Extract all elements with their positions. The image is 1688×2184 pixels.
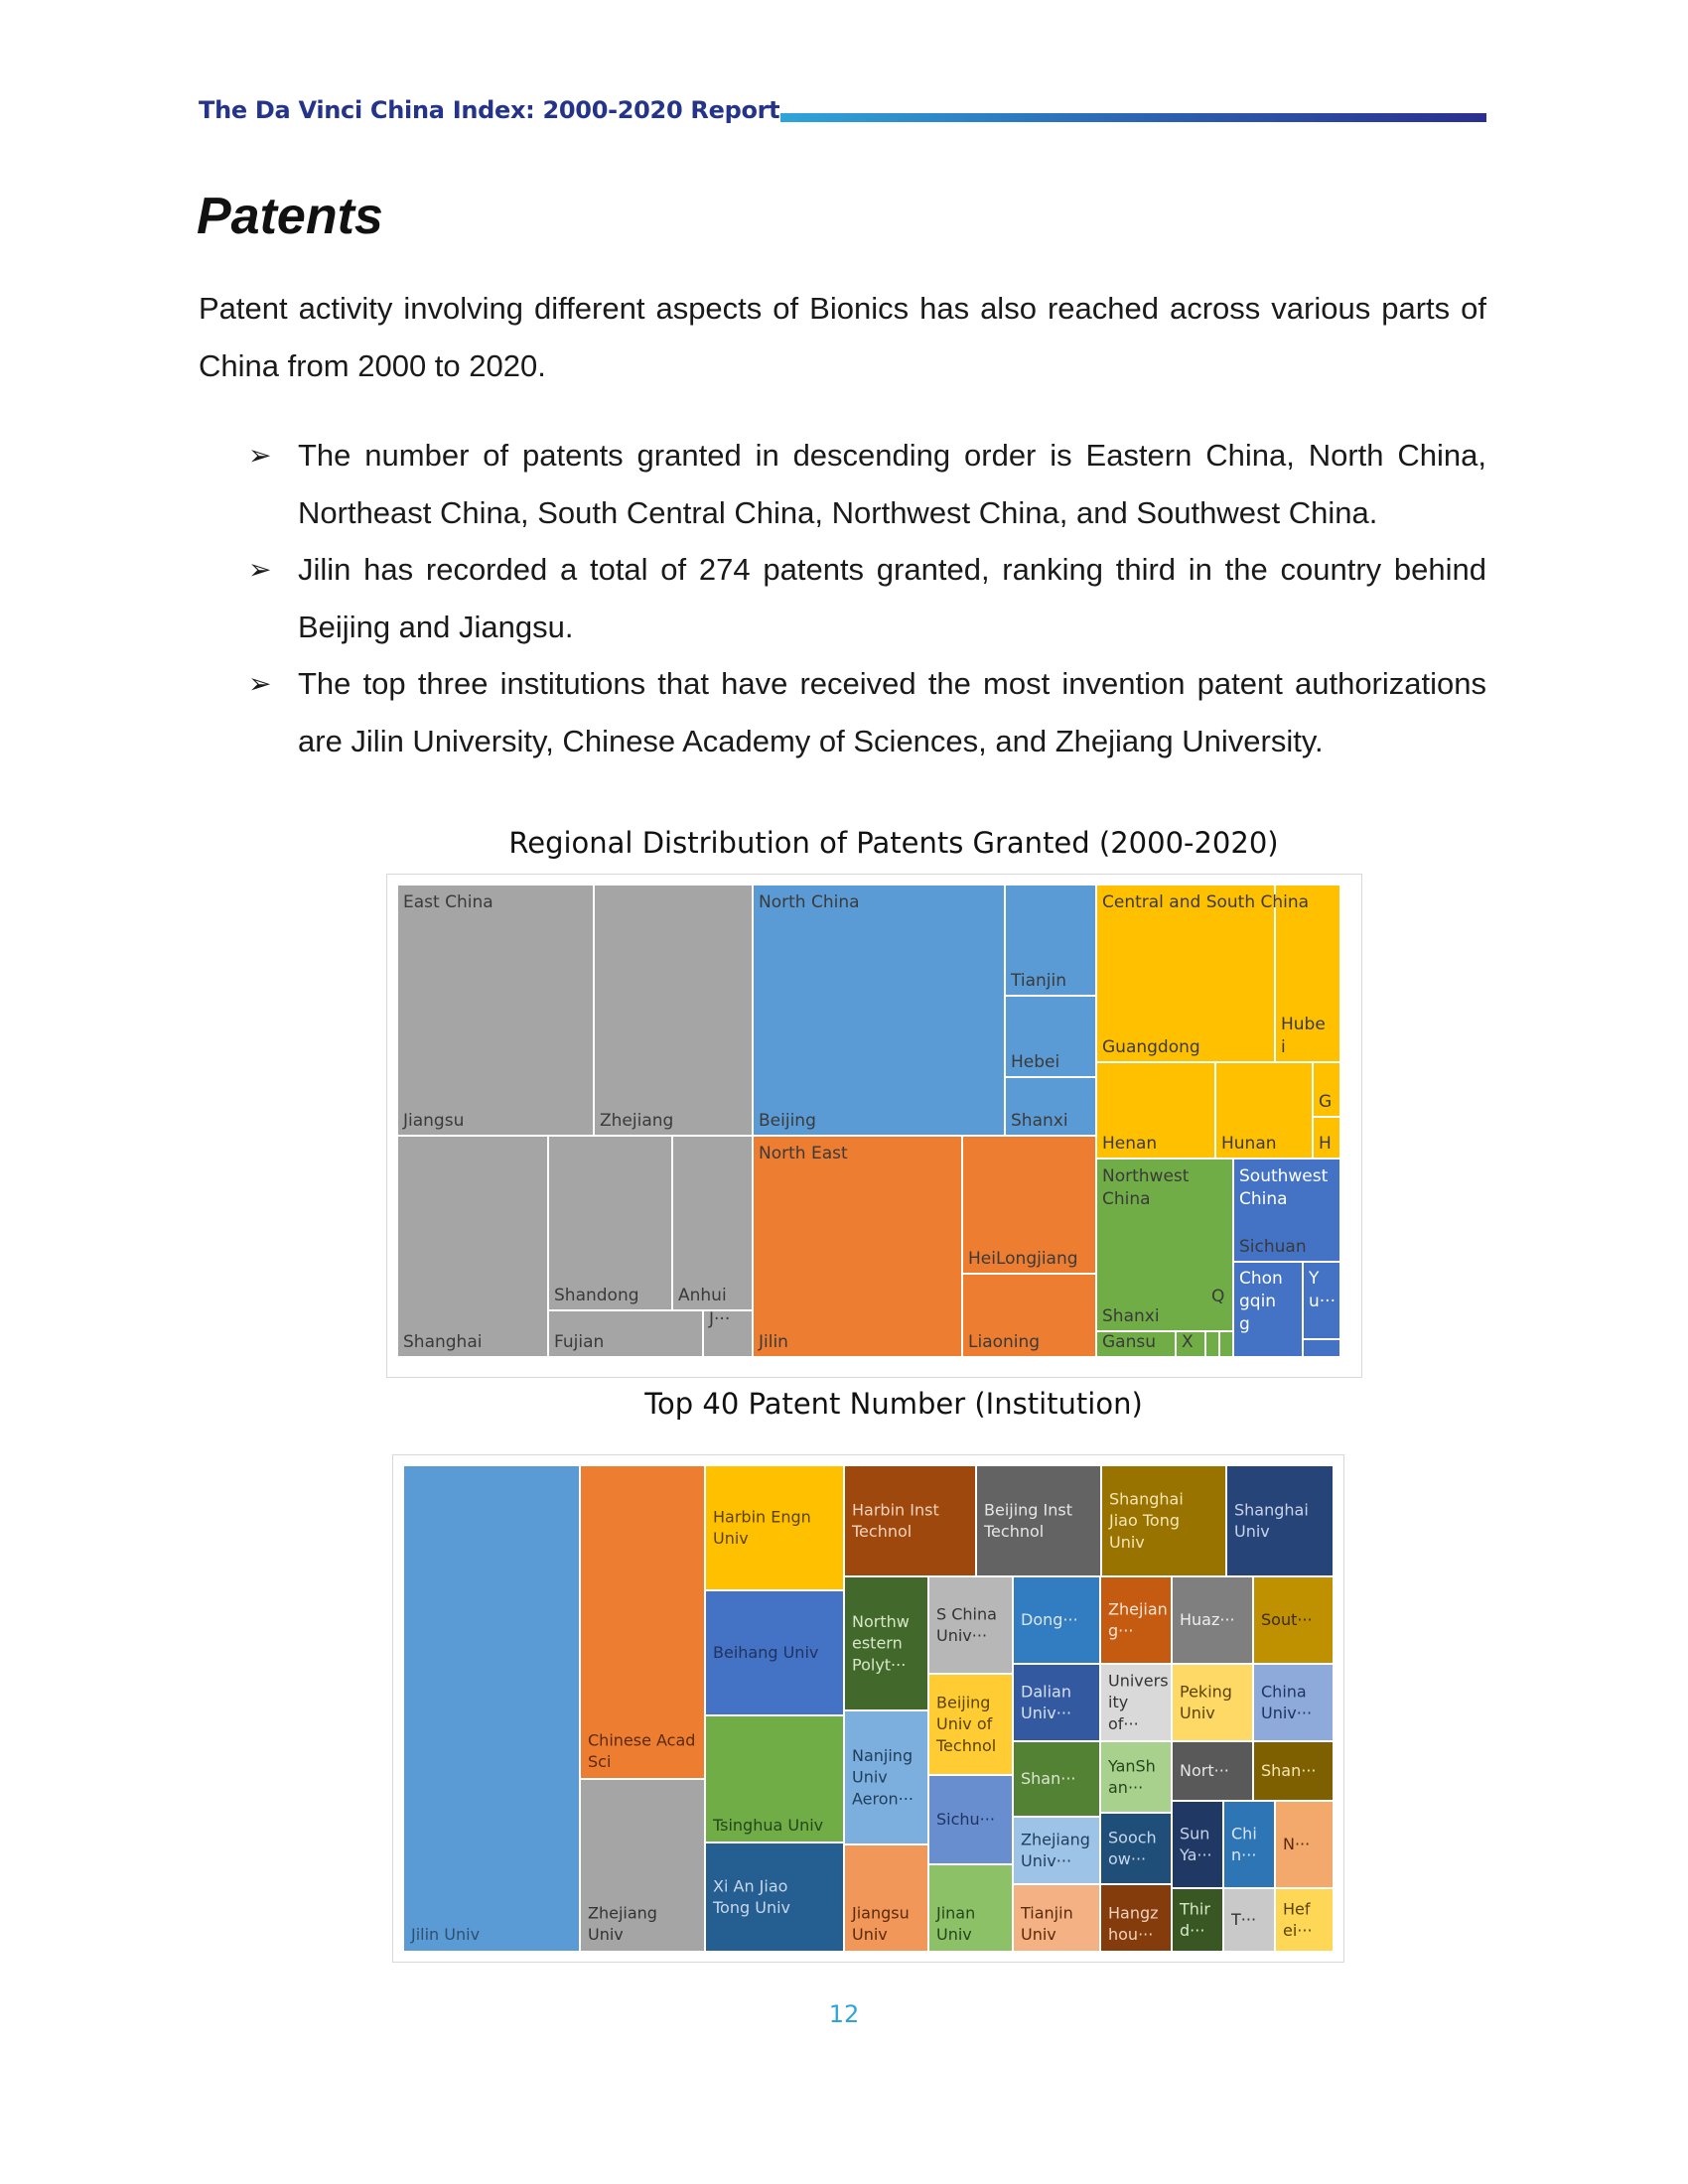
institution-label-chinese-acad-sci: Chinese Acad Sci	[588, 1730, 696, 1771]
institution-label-zhejian-g: Zhejian g···	[1108, 1599, 1168, 1640]
institution-cell-sooch-ow	[1100, 1813, 1172, 1884]
institution-label-nort: Nort···	[1180, 1761, 1229, 1781]
treemap-group-east-china: East China	[403, 892, 493, 912]
intro-paragraph: Patent activity involving different aspects of Bionics has also reached across various parts of China from 2000 to 2020.	[199, 291, 1486, 383]
treemap-label-shanxi: Shanxi	[1011, 1111, 1068, 1131]
treemap-label-guangdong: Guangdong	[1102, 1037, 1200, 1057]
institution-cell-jilin-univ	[403, 1465, 580, 1952]
institution-label-yansh-an: YanSh an···	[1108, 1756, 1156, 1797]
bullet-text: The top three institutions that have received the most invention patent authorizations are Jilin University, Chinese Academy of Sciences, and Zhejiang University.	[298, 666, 1486, 758]
treemap-cell-beijing	[753, 885, 1005, 1136]
page-number: 12	[828, 2000, 860, 2028]
institution-chart-title: Top 40 Patent Number (Institution)	[644, 1387, 1143, 1421]
institution-label-sout: Sout···	[1261, 1610, 1313, 1630]
treemap-label-chon-gqin-g: Chon gqin g	[1239, 1269, 1283, 1334]
institution-cell-shanghai-univ	[1226, 1465, 1334, 1576]
institution-cell-china-univ	[1253, 1664, 1334, 1741]
treemap-label-tianjin: Tianjin	[1011, 971, 1066, 991]
institution-label-tianjin-univ: Tianjin Univ	[1021, 1903, 1073, 1944]
institution-label-beijing-univ-of-technol: Beijing Univ of Technol	[936, 1693, 997, 1755]
institution-cell-yansh-an	[1100, 1741, 1172, 1813]
treemap-label-shanghai: Shanghai	[403, 1332, 483, 1352]
institution-cell-harbin-engn-univ	[705, 1465, 844, 1590]
institution-label-huaz: Huaz···	[1180, 1610, 1235, 1630]
section-title: Patents	[197, 188, 383, 245]
treemap-label-fujian: Fujian	[554, 1332, 605, 1352]
regional-treemap-frame	[386, 874, 1362, 1378]
institution-label-hef-ei: Hef ei···	[1283, 1899, 1313, 1940]
institution-label-t: T···	[1231, 1910, 1257, 1930]
institution-cell-chi-n	[1223, 1801, 1275, 1888]
bullet-list	[248, 427, 1486, 769]
treemap-label-gansu: Gansu	[1102, 1332, 1156, 1352]
institution-cell-dalian-univ	[1013, 1664, 1100, 1741]
institution-label-univers-ity-of: Univers ity of···	[1108, 1671, 1169, 1733]
treemap-label-y-u: Y u···	[1309, 1269, 1336, 1311]
institution-label-peking-univ: Peking Univ	[1180, 1682, 1232, 1722]
institution-label-xi-an-jiao-tong-univ: Xi An Jiao Tong Univ	[713, 1876, 790, 1917]
bullet-text: The number of patents granted in descending order is Eastern China, North China, Northeast China, South Central China, Northwest China, and Southwest China.	[298, 438, 1486, 530]
institution-label-shan: Shan···	[1261, 1761, 1317, 1781]
institution-label-shanghai-jiao-tong-univ: Shanghai Jiao Tong Univ	[1109, 1489, 1184, 1552]
institution-cell-beijing-inst-technol	[976, 1465, 1101, 1576]
bullet-item	[248, 427, 1486, 541]
institution-cell-hef-ei	[1275, 1888, 1334, 1952]
institution-label-jinan-univ: Jinan Univ	[936, 1903, 976, 1944]
institution-treemap-frame	[392, 1454, 1344, 1963]
bullet-item	[248, 541, 1486, 655]
institution-cell-zhejian-g	[1100, 1576, 1172, 1664]
treemap-group-southwest-china: Southwest China	[1239, 1166, 1329, 1209]
institution-label-sun-ya: Sun Ya···	[1180, 1824, 1212, 1864]
institution-label-nanjing-univ-aeron: Nanjing Univ Aeron···	[852, 1746, 914, 1809]
treemap-cell-jiangsu	[397, 885, 594, 1136]
treemap-label-h: H	[1319, 1134, 1332, 1154]
treemap-cell-q	[1205, 1331, 1219, 1357]
treemap-label-g: G	[1319, 1092, 1333, 1112]
arrow-bullet-icon: ➢	[248, 439, 272, 472]
arrow-bullet-icon: ➢	[248, 553, 272, 586]
institution-label-tsinghua-univ: Tsinghua Univ	[713, 1816, 824, 1835]
report-header-title: The Da Vinci China Index: 2000-2020 Report	[199, 96, 780, 124]
treemap-label-sichuan: Sichuan	[1239, 1237, 1307, 1257]
institution-label-chi-n: Chi n···	[1231, 1824, 1257, 1864]
treemap-label-hunan: Hunan	[1221, 1134, 1277, 1154]
institution-treemap	[393, 1455, 1343, 1962]
institution-label-zhejiang-univ: Zhejiang Univ	[588, 1903, 657, 1944]
treemap-label-hube-i: Hube i	[1281, 1015, 1326, 1057]
treemap-label-j: J···	[709, 1309, 731, 1330]
institution-label-thir-d: Thir d···	[1180, 1899, 1210, 1940]
arrow-bullet-icon: ➢	[248, 667, 272, 700]
treemap-label-liaoning: Liaoning	[968, 1332, 1041, 1352]
treemap-label-henan: Henan	[1102, 1134, 1158, 1154]
header-accent-bar	[780, 113, 1486, 122]
institution-cell-zhejiang-univ	[1013, 1817, 1100, 1884]
institution-label-beihang-univ: Beihang Univ	[713, 1643, 819, 1663]
institution-cell-thir-d	[1172, 1888, 1223, 1952]
institution-label-northw-estern-polyt: Northw estern Polyt···	[852, 1612, 910, 1675]
institution-label-sooch-ow: Sooch ow···	[1108, 1828, 1157, 1868]
regional-chart-title: Regional Distribution of Patents Granted (2000-2020)	[508, 826, 1279, 860]
institution-label-n: N···	[1283, 1835, 1311, 1854]
institution-label-shan: Shan···	[1021, 1769, 1076, 1789]
institution-cell-xi-an-jiao-tong-univ	[705, 1843, 844, 1952]
treemap-label-hebei: Hebei	[1011, 1052, 1060, 1072]
institution-label-beijing-inst-technol: Beijing Inst Technol	[984, 1500, 1073, 1541]
institution-label-china-univ: China Univ···	[1261, 1682, 1313, 1722]
treemap-label-shandong: Shandong	[554, 1286, 639, 1305]
institution-label-jiangsu-univ: Jiangsu Univ	[852, 1903, 910, 1944]
institution-label-shanghai-univ: Shanghai Univ	[1234, 1500, 1309, 1541]
institution-label-zhejiang-univ: Zhejiang Univ···	[1021, 1830, 1090, 1870]
institution-label-dong: Dong···	[1021, 1610, 1078, 1630]
institution-cell-peking-univ	[1172, 1664, 1253, 1741]
treemap-cell-anhui	[672, 1136, 753, 1310]
treemap-label-beijing: Beijing	[759, 1111, 816, 1131]
treemap-cell-shandong	[548, 1136, 672, 1310]
institution-cell-harbin-inst-technol	[844, 1465, 976, 1576]
treemap-label-anhui: Anhui	[678, 1286, 727, 1305]
treemap-cell-northwest-china	[1219, 1331, 1233, 1357]
bullet-text: Jilin has recorded a total of 274 patents granted, ranking third in the country behind Beijing and Jiangsu.	[298, 552, 1486, 644]
treemap-group-central-and-south-china: Central and South China	[1102, 892, 1310, 912]
treemap-cell-shanghai	[397, 1136, 548, 1357]
treemap-group-northwest-china: Northwest China	[1102, 1166, 1190, 1209]
treemap-cell-zhejiang	[594, 885, 753, 1136]
bullet-item	[248, 655, 1486, 769]
treemap-label-zhejiang: Zhejiang	[600, 1111, 674, 1131]
regional-treemap	[387, 875, 1361, 1377]
institution-label-harbin-inst-technol: Harbin Inst Technol	[852, 1500, 939, 1541]
treemap-group-north-east: North East	[759, 1144, 848, 1163]
institution-cell-s-china-univ	[928, 1576, 1013, 1674]
treemap-label-x: X	[1182, 1332, 1194, 1352]
institution-label-s-china-univ: S China Univ···	[936, 1604, 997, 1645]
treemap-label-q: Q	[1211, 1287, 1225, 1307]
institution-label-sichu: Sichu···	[936, 1810, 995, 1830]
treemap-cell-southwest-china	[1303, 1339, 1340, 1357]
treemap-group-north-china: North China	[759, 892, 860, 912]
treemap-label-jiangsu: Jiangsu	[403, 1111, 465, 1131]
treemap-label-heilongjiang: HeiLongjiang	[968, 1249, 1078, 1269]
treemap-label-jilin: Jilin	[759, 1332, 788, 1352]
institution-cell-sun-ya	[1172, 1801, 1223, 1888]
treemap-cell-jilin	[753, 1136, 962, 1357]
institution-label-jilin-univ: Jilin Univ	[411, 1925, 481, 1944]
institution-label-harbin-engn-univ: Harbin Engn Univ	[713, 1507, 811, 1548]
treemap-label-shanxi: Shanxi	[1102, 1306, 1160, 1326]
institution-label-dalian-univ: Dalian Univ···	[1021, 1682, 1072, 1722]
institution-label-hangz-hou: Hangz hou···	[1108, 1903, 1159, 1944]
